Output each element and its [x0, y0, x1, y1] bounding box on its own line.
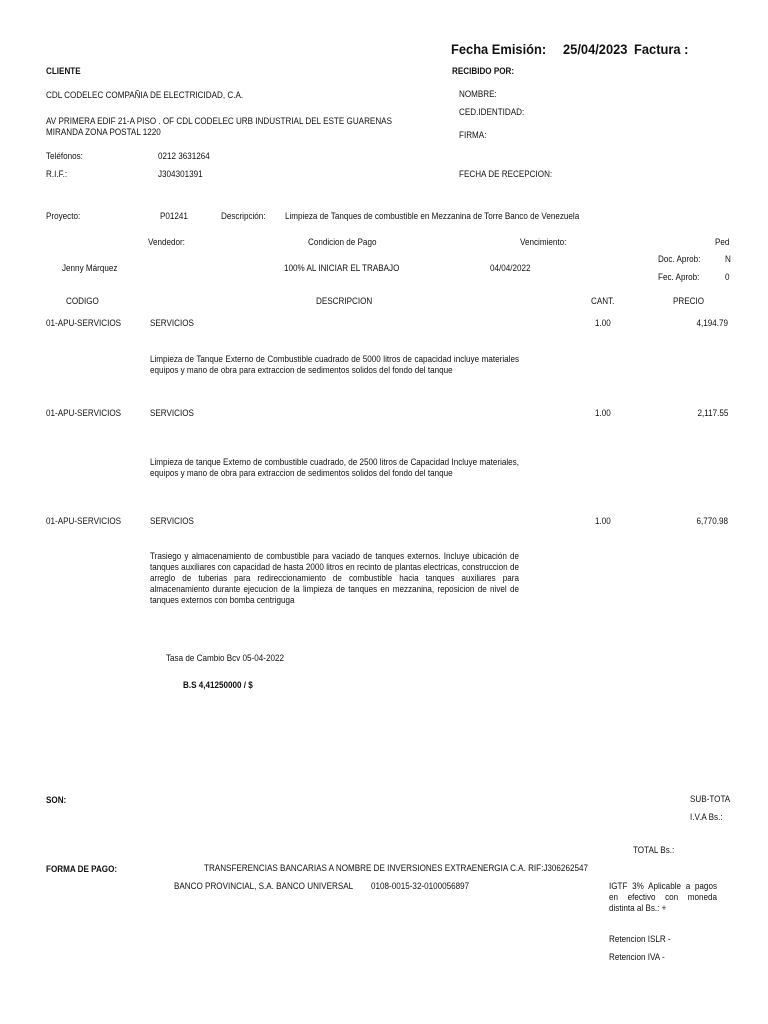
item-codigo: 01-APU-SERVICIOS	[46, 408, 122, 418]
vendedor-label: Vendedor:	[148, 237, 185, 247]
item-descripcion: SERVICIOS	[150, 516, 194, 526]
item-codigo: 01-APU-SERVICIOS	[46, 318, 122, 328]
col-precio: PRECIO	[673, 296, 705, 306]
doc-aprob-label: Doc. Aprob:	[658, 254, 701, 264]
forma-pago-value: TRANSFERENCIAS BANCARIAS A NOMBRE DE INVERSIONES EXTRAENERGIA C.A. RIF:J306262547	[204, 863, 588, 873]
item-precio: 2,117.55	[697, 408, 728, 418]
recibido-ced: CED.IDENTIDAD:	[459, 107, 525, 117]
igtf-note: IGTF 3% Aplicable a pagos en efectivo con moneda distinta al Bs.: +	[609, 881, 717, 913]
item-codigo: 01-APU-SERVICIOS	[46, 516, 122, 526]
rif-value: J304301391	[158, 169, 203, 179]
retencion-islr: Retencion ISLR -	[609, 934, 671, 944]
recibido-nombre: NOMBRE:	[459, 89, 497, 99]
item-descripcion: SERVICIOS	[150, 318, 194, 328]
cliente-name: CDL CODELEC COMPAÑIA DE ELECTRICIDAD, C.A.	[46, 90, 244, 100]
item-detail: Limpieza de tanque Externo de combustible cuadrado, de 2500 litros de Capacidad Incluye materiales, equipos y mano de obra para extraccion de sedimentos solidos del fondo del tanque	[150, 457, 519, 478]
doc-aprob-value: N	[725, 254, 731, 264]
proyecto-code: P01241	[160, 211, 188, 221]
ped-label: Ped	[715, 237, 730, 247]
recibido-label: RECIBIDO POR:	[452, 66, 515, 76]
fec-aprob-label: Fec. Aprob:	[658, 272, 700, 282]
telefonos-value: 0212 3631264	[158, 151, 210, 161]
banco-cuenta: 0108-0015-32-0100056897	[371, 881, 470, 891]
fecha-emision-label: Fecha Emisión:	[451, 41, 547, 57]
condicion-label: Condicion de Pago	[308, 237, 377, 247]
item-precio: 4,194.79	[696, 318, 728, 328]
vendedor-value: Jenny Márquez	[62, 263, 118, 273]
item-precio: 6,770.98	[696, 516, 728, 526]
forma-pago-label: FORMA DE PAGO:	[46, 864, 118, 874]
cliente-label: CLIENTE	[46, 66, 81, 76]
vencimiento-value: 04/04/2022	[490, 263, 531, 273]
condicion-value: 100% AL INICIAR EL TRABAJO	[284, 263, 400, 273]
cliente-address-line1: AV PRIMERA EDIF 21-A PISO . OF CDL CODELEC URB INDUSTRIAL DEL ESTE GUARENAS	[46, 116, 392, 126]
tasa-label: Tasa de Cambio Bcv 05-04-2022	[166, 653, 284, 663]
telefonos-label: Teléfonos:	[46, 151, 83, 161]
son-label: SON:	[46, 795, 67, 805]
item-detail: Limpieza de Tanque Externo de Combustible cuadrado de 5000 litros de capacidad incluye materiales equipos y mano de obra para extraccion de sedimentos solidos del fondo del tanque	[150, 354, 519, 375]
item-cant: 1.00	[595, 516, 611, 526]
factura-label: Factura :	[634, 41, 689, 57]
proyecto-label: Proyecto:	[46, 211, 81, 221]
proyecto-desc-label: Descripción:	[221, 211, 266, 221]
recibido-fecha-recepcion: FECHA DE RECEPCION:	[459, 169, 553, 179]
total-label: TOTAL Bs.:	[633, 845, 675, 855]
vencimiento-label: Vencimiento:	[520, 237, 567, 247]
fecha-emision-value: 25/04/2023	[563, 41, 628, 57]
tasa-value: B.S 4,41250000 / $	[183, 680, 253, 690]
proyecto-desc-value: Limpieza de Tanques de combustible en Mezzanina de Torre Banco de Venezuela	[285, 211, 580, 221]
col-cant: CANT.	[591, 296, 615, 306]
col-descripcion: DESCRIPCION	[316, 296, 373, 306]
retencion-iva: Retencion IVA -	[609, 952, 665, 962]
item-detail: Trasiego y almacenamiento de combustible para vaciado de tanques externos. Incluye ubicación de tanques auxiliares con capacidad de hasta 2000 litros en recinto de plantas electricas, construccion de arreglo de tuberias para redireccionamiento de combustible hacia tanques auxiliares para almacenamiento durante ejecucion de la limpieza de tanques en mezzanina, reposicion de nivel de tanques externos con bomba centriguga	[150, 551, 519, 605]
iva-label: I.V.A Bs.:	[690, 812, 723, 822]
item-cant: 1.00	[595, 318, 611, 328]
subtotal-label: SUB-TOTA	[690, 794, 731, 804]
banco-name: BANCO PROVINCIAL, S.A. BANCO UNIVERSAL	[174, 881, 354, 891]
rif-label: R.I.F.:	[46, 169, 68, 179]
cliente-address-line2: MIRANDA ZONA POSTAL 1220	[46, 127, 161, 137]
recibido-firma: FIRMA:	[459, 130, 487, 140]
item-descripcion: SERVICIOS	[150, 408, 194, 418]
item-cant: 1.00	[595, 408, 611, 418]
fec-aprob-value: 0	[725, 272, 730, 282]
col-codigo: CODIGO	[66, 296, 99, 306]
